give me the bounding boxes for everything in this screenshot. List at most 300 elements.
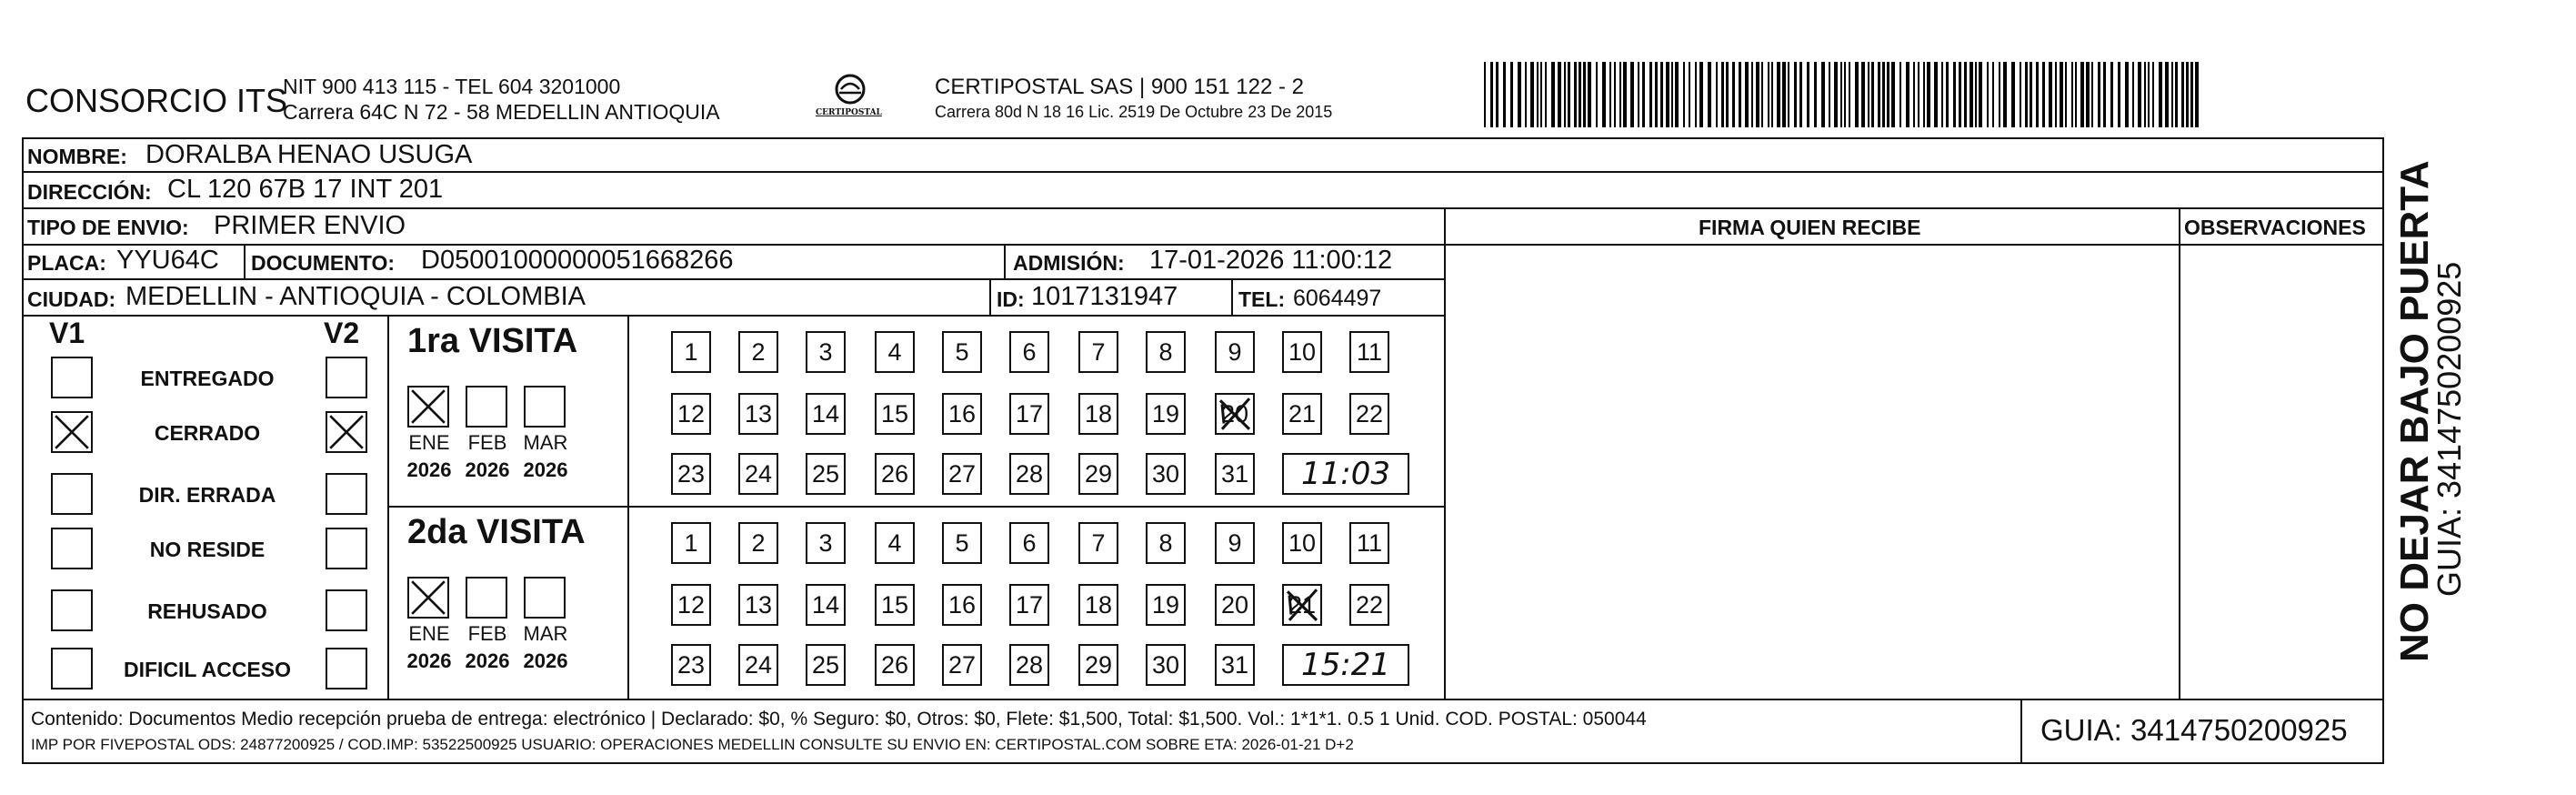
day-box[interactable] bbox=[1078, 393, 1118, 435]
barcode-bar bbox=[1891, 62, 1895, 127]
day-number: 11 bbox=[1356, 337, 1383, 366]
month-year: 2026 bbox=[406, 458, 452, 481]
day-number: 27 bbox=[947, 459, 977, 488]
day-number: 19 bbox=[1151, 590, 1180, 619]
barcode-bar bbox=[1751, 62, 1753, 127]
day-number: 18 bbox=[1084, 399, 1113, 428]
visit-title: 1ra VISITA bbox=[407, 322, 578, 360]
day-number: 11 bbox=[1356, 528, 1383, 557]
barcode-bar bbox=[1588, 62, 1591, 127]
day-box[interactable] bbox=[875, 453, 915, 495]
barcode-bar bbox=[2091, 62, 2093, 127]
barcode-bar bbox=[2071, 62, 2073, 127]
day-number: 26 bbox=[880, 459, 909, 488]
month-checkbox[interactable] bbox=[407, 386, 449, 428]
barcode-bar bbox=[1708, 62, 1711, 127]
barcode-bar bbox=[2030, 62, 2032, 127]
day-box[interactable] bbox=[738, 584, 778, 626]
admission-date: 17-01-2026 11:00:12 bbox=[1149, 246, 1393, 275]
v1-checkbox[interactable] bbox=[51, 528, 93, 569]
month-label: FEB bbox=[467, 431, 507, 454]
day-box[interactable] bbox=[806, 331, 846, 373]
x-mark-icon bbox=[409, 387, 447, 426]
barcode-bar bbox=[1761, 62, 1763, 127]
day-box[interactable] bbox=[806, 393, 846, 435]
barcode-bar bbox=[1855, 62, 1859, 127]
barcode-bar bbox=[2011, 62, 2015, 127]
month-label: MAR bbox=[523, 622, 568, 645]
barcode-bar bbox=[1979, 62, 1982, 127]
month-checkbox[interactable] bbox=[524, 577, 566, 619]
day-box[interactable] bbox=[1009, 453, 1049, 495]
barcode-bar bbox=[2152, 62, 2154, 127]
company-nit: NIT 900 413 115 - TEL 604 3201000 bbox=[283, 75, 621, 98]
id-number: 1017131947 bbox=[1031, 282, 1178, 311]
observations-area[interactable] bbox=[2182, 247, 2382, 697]
day-box[interactable] bbox=[1009, 522, 1049, 564]
day-box[interactable] bbox=[875, 331, 915, 373]
day-box[interactable] bbox=[942, 644, 982, 686]
day-number: 30 bbox=[1151, 459, 1180, 488]
recipient-name: DORALBA HENAO USUGA bbox=[145, 140, 473, 169]
day-number: 19 bbox=[1151, 399, 1180, 428]
day-box[interactable] bbox=[1078, 644, 1118, 686]
barcode-bar bbox=[1927, 62, 1930, 127]
day-box[interactable] bbox=[1282, 393, 1322, 435]
v2-checkbox[interactable] bbox=[326, 528, 367, 569]
barcode-bar bbox=[1695, 62, 1697, 127]
day-number: 25 bbox=[811, 459, 840, 488]
month-label: ENE bbox=[408, 622, 450, 645]
barcode-bar bbox=[2148, 62, 2150, 127]
day-number: 21 bbox=[1288, 399, 1317, 428]
barcode-bar bbox=[1739, 62, 1741, 127]
barcode-bar bbox=[1829, 62, 1830, 127]
barcode-bar bbox=[1726, 62, 1729, 127]
barcode-bar bbox=[1675, 62, 1679, 127]
day-box[interactable] bbox=[806, 644, 846, 686]
barcode-bar bbox=[1574, 62, 1577, 127]
guide-box: GUIA: 3414750200925 bbox=[2040, 713, 2348, 747]
day-box[interactable] bbox=[738, 393, 778, 435]
id-label: ID: bbox=[997, 287, 1025, 311]
day-number: 28 bbox=[1015, 650, 1044, 679]
day-box[interactable] bbox=[1215, 331, 1255, 373]
barcode-bar bbox=[1970, 62, 1973, 127]
day-box[interactable] bbox=[942, 331, 982, 373]
status-label: CERRADO bbox=[154, 421, 261, 445]
day-number: 31 bbox=[1220, 650, 1249, 679]
status-label: NO RESIDE bbox=[149, 538, 266, 561]
barcode-bar bbox=[1882, 62, 1885, 127]
barcode-bar bbox=[1918, 62, 1919, 127]
v1-checkbox[interactable] bbox=[51, 473, 93, 515]
day-number: 17 bbox=[1015, 590, 1044, 619]
day-box[interactable] bbox=[1282, 584, 1322, 626]
day-number: 3 bbox=[818, 528, 833, 557]
day-box[interactable] bbox=[671, 331, 711, 373]
day-box[interactable] bbox=[806, 522, 846, 564]
tel-label: TEL: bbox=[1238, 287, 1286, 311]
barcode-bar bbox=[1540, 62, 1542, 127]
barcode-bar bbox=[2060, 62, 2063, 127]
barcode-bar bbox=[2195, 62, 2199, 127]
day-number: 8 bbox=[1158, 528, 1173, 557]
barcode-bar bbox=[2086, 62, 2090, 127]
day-number: 18 bbox=[1084, 590, 1113, 619]
barcode-bar bbox=[1568, 62, 1570, 127]
status-label: REHUSADO bbox=[147, 599, 267, 623]
footer-content: Contenido: Documentos Medio recepción prueba de entrega: electrónico | Declarado: $0, % Seguro: $0, Otros: $0, Flete: $1,500, Total: $1,500. Vol.: 1*1*1. 0.5 1 Unid. COD. POSTAL: 050044 bbox=[31, 709, 1647, 730]
v1-checkbox[interactable] bbox=[51, 648, 93, 689]
day-number: 2 bbox=[751, 337, 766, 366]
certipostal-logo-icon bbox=[805, 71, 896, 126]
barcode-bar bbox=[2065, 62, 2067, 127]
barcode-bar bbox=[1638, 62, 1639, 127]
day-number: 23 bbox=[677, 459, 706, 488]
barcode-bar bbox=[2132, 62, 2134, 127]
day-box[interactable] bbox=[738, 331, 778, 373]
no-dejar-warning: NO DEJAR BAJO PUERTA bbox=[2392, 160, 2437, 662]
barcode-bar bbox=[1934, 62, 1938, 127]
v1-checkbox[interactable] bbox=[51, 357, 93, 398]
day-box[interactable] bbox=[671, 644, 711, 686]
day-box[interactable] bbox=[1215, 584, 1255, 626]
day-box[interactable] bbox=[738, 644, 778, 686]
barcode-bar bbox=[1788, 62, 1789, 127]
month-label: ENE bbox=[408, 431, 450, 454]
day-box[interactable] bbox=[1009, 331, 1049, 373]
barcode-bar bbox=[1840, 62, 1842, 127]
document-number: D05001000000051668266 bbox=[421, 246, 734, 275]
day-number: 28 bbox=[1015, 459, 1044, 488]
barcode-bar bbox=[2144, 62, 2146, 127]
day-number: 23 bbox=[677, 650, 706, 679]
day-box[interactable] bbox=[806, 453, 846, 495]
barcode-bar bbox=[2190, 62, 2193, 127]
v2-checkbox[interactable] bbox=[326, 473, 367, 515]
month-checkbox[interactable] bbox=[524, 386, 566, 428]
barcode-bar bbox=[2080, 62, 2084, 127]
day-box[interactable] bbox=[1078, 522, 1118, 564]
barcode-bar bbox=[1503, 62, 1506, 127]
plate: YYU64C bbox=[116, 246, 219, 275]
barcode-bar bbox=[1666, 62, 1669, 127]
day-box[interactable] bbox=[1215, 393, 1255, 435]
x-mark-icon bbox=[327, 413, 366, 451]
x-mark-icon bbox=[1217, 395, 1253, 433]
month-checkbox[interactable] bbox=[407, 577, 449, 619]
day-number: 10 bbox=[1288, 337, 1317, 366]
day-number: 12 bbox=[677, 399, 706, 428]
day-number: 14 bbox=[811, 399, 840, 428]
day-box[interactable] bbox=[1078, 331, 1118, 373]
barcode-bar bbox=[1649, 62, 1652, 127]
barcode-bar bbox=[1699, 62, 1703, 127]
day-number: 27 bbox=[947, 650, 977, 679]
barcode-bar bbox=[1999, 62, 2000, 127]
barcode-bar bbox=[1946, 62, 1949, 127]
day-box[interactable] bbox=[1009, 584, 1049, 626]
day-number: 1 bbox=[684, 528, 698, 557]
barcode-bar bbox=[1671, 62, 1673, 127]
day-number: 4 bbox=[887, 528, 902, 557]
barcode-bar bbox=[2110, 62, 2113, 127]
shipping-type-label: TIPO DE ENVIO: bbox=[27, 216, 189, 239]
barcode-bar bbox=[1558, 62, 1561, 127]
day-box[interactable] bbox=[1009, 644, 1049, 686]
tel-number: 6064497 bbox=[1293, 286, 1382, 311]
barcode-bar bbox=[1923, 62, 1925, 127]
city: MEDELLIN - ANTIOQUIA - COLOMBIA bbox=[125, 282, 586, 311]
barcode-bar bbox=[2055, 62, 2057, 127]
barcode-bar bbox=[1484, 62, 1486, 127]
v2-checkbox[interactable] bbox=[326, 357, 367, 398]
barcode-bar bbox=[1609, 62, 1611, 127]
day-box[interactable] bbox=[1146, 331, 1186, 373]
barcode-bar bbox=[1992, 62, 1994, 127]
company-name: CONSORCIO ITS bbox=[25, 82, 288, 119]
day-number: 24 bbox=[744, 650, 773, 679]
day-box[interactable] bbox=[1215, 453, 1255, 495]
day-number: 12 bbox=[677, 590, 706, 619]
day-number: 4 bbox=[887, 337, 902, 366]
day-number: 16 bbox=[947, 399, 977, 428]
barcode-bar bbox=[2125, 62, 2129, 127]
address-label: DIRECCIÓN: bbox=[27, 180, 152, 204]
day-number: 13 bbox=[744, 399, 773, 428]
v2-checkbox[interactable] bbox=[326, 648, 367, 689]
barcode-bar bbox=[1887, 62, 1889, 127]
barcode-bar bbox=[1768, 62, 1769, 127]
barcode-bar bbox=[1614, 62, 1616, 127]
day-box[interactable] bbox=[1078, 453, 1118, 495]
day-box[interactable] bbox=[1282, 331, 1322, 373]
barcode-bar bbox=[2025, 62, 2028, 127]
day-box[interactable] bbox=[875, 584, 915, 626]
day-box[interactable] bbox=[671, 584, 711, 626]
day-box[interactable] bbox=[942, 453, 982, 495]
barcode-bar bbox=[1987, 62, 1989, 127]
footer-imp: IMP POR FIVEPOSTAL ODS: 24877200925 / COD.IMP: 53522500925 USUARIO: OPERACIONES MEDELLIN CONSULTE SU ENVIO EN: CERTIPOSTAL.COM SOBRE ETA: 2026-01-21 D+2 bbox=[31, 736, 1354, 753]
barcode-bar bbox=[2175, 62, 2178, 127]
x-mark-icon bbox=[409, 579, 447, 617]
certipostal-logo bbox=[805, 71, 896, 126]
barcode-bar bbox=[2098, 62, 2100, 127]
plate-label: PLACA: bbox=[27, 251, 106, 275]
day-number: 22 bbox=[1355, 590, 1384, 619]
barcode-bar bbox=[2049, 62, 2052, 127]
month-checkbox[interactable] bbox=[466, 386, 507, 428]
day-number: 13 bbox=[744, 590, 773, 619]
barcode-bar bbox=[1975, 62, 1977, 127]
barcode-bar bbox=[1518, 62, 1521, 127]
day-number: 5 bbox=[955, 337, 969, 366]
barcode-bar bbox=[1821, 62, 1825, 127]
v1-checkbox[interactable] bbox=[51, 411, 93, 453]
day-box[interactable] bbox=[1349, 331, 1389, 373]
barcode-bar bbox=[2171, 62, 2173, 127]
day-number: 7 bbox=[1091, 528, 1106, 557]
side-guide: GUIA: 3414750200925 bbox=[2431, 261, 2468, 597]
barcode-bar bbox=[2165, 62, 2169, 127]
day-box[interactable] bbox=[738, 522, 778, 564]
day-number: 29 bbox=[1084, 459, 1113, 488]
day-number: 21 bbox=[1288, 590, 1317, 619]
barcode-bar bbox=[1551, 62, 1555, 127]
barcode-bar bbox=[2003, 62, 2007, 127]
day-number: 31 bbox=[1220, 459, 1249, 488]
visit-time[interactable]: 15:21 bbox=[1282, 644, 1409, 686]
barcode-bar bbox=[1490, 62, 1493, 127]
barcode-bar bbox=[1913, 62, 1915, 127]
signature-header: FIRMA QUIEN RECIBE bbox=[1699, 216, 1921, 239]
barcode-bar bbox=[1871, 62, 1874, 127]
day-number: 6 bbox=[1022, 528, 1037, 557]
day-number: 22 bbox=[1355, 399, 1384, 428]
day-box[interactable] bbox=[1146, 393, 1186, 435]
month-year: 2026 bbox=[406, 649, 452, 672]
day-number: 24 bbox=[744, 459, 773, 488]
barcode-bar bbox=[2118, 62, 2120, 127]
admission-label: ADMISIÓN: bbox=[1013, 251, 1125, 275]
barcode-bar bbox=[2075, 62, 2077, 127]
barcode-bar bbox=[1844, 62, 1846, 127]
barcode-bar bbox=[1530, 62, 1534, 127]
barcode-bar bbox=[1814, 62, 1817, 127]
month-year: 2026 bbox=[465, 649, 510, 672]
barcode-bar bbox=[1564, 62, 1566, 127]
v1-checkbox[interactable] bbox=[51, 589, 93, 631]
v2-label: V2 bbox=[324, 317, 360, 349]
barcode-bar bbox=[1878, 62, 1880, 127]
document-label: DOCUMENTO: bbox=[251, 251, 396, 275]
day-number: 8 bbox=[1158, 337, 1173, 366]
name-label: NOMBRE: bbox=[27, 145, 127, 168]
day-box[interactable] bbox=[875, 522, 915, 564]
day-box[interactable] bbox=[1215, 644, 1255, 686]
day-box[interactable] bbox=[1349, 522, 1389, 564]
day-box[interactable] bbox=[1009, 393, 1049, 435]
barcode-bar bbox=[1619, 62, 1621, 127]
day-box[interactable] bbox=[738, 453, 778, 495]
day-number: 30 bbox=[1151, 650, 1180, 679]
day-box[interactable] bbox=[1349, 584, 1389, 626]
barcode-bar bbox=[2186, 62, 2189, 127]
barcode-bar bbox=[1510, 62, 1513, 127]
city-label: CIUDAD: bbox=[27, 287, 116, 311]
day-box[interactable] bbox=[1146, 453, 1186, 495]
day-box[interactable] bbox=[1146, 644, 1186, 686]
x-mark-icon bbox=[53, 413, 91, 451]
status-label: DIFICIL ACCESO bbox=[123, 658, 291, 681]
status-label: DIR. ERRADA bbox=[138, 483, 276, 507]
month-label: MAR bbox=[523, 431, 568, 454]
shipping-type: PRIMER ENVIO bbox=[214, 211, 406, 240]
barcode-bar bbox=[1655, 62, 1658, 127]
barcode-bar bbox=[1716, 62, 1718, 127]
day-number: 15 bbox=[880, 399, 909, 428]
day-box[interactable] bbox=[671, 453, 711, 495]
status-label: ENTREGADO bbox=[140, 367, 275, 390]
day-box[interactable] bbox=[1282, 522, 1322, 564]
logo-wordmark: CERTIPOSTAL bbox=[816, 108, 882, 117]
month-year: 2026 bbox=[465, 458, 510, 481]
barcode-bar bbox=[1642, 62, 1645, 127]
barcode-bar bbox=[2042, 62, 2045, 127]
barcode-bar bbox=[1794, 62, 1797, 127]
day-number: 20 bbox=[1220, 590, 1249, 619]
day-box[interactable] bbox=[942, 522, 982, 564]
day-number: 25 bbox=[811, 650, 840, 679]
barcode-bar bbox=[1964, 62, 1967, 127]
day-number: 9 bbox=[1228, 528, 1242, 557]
company-address: Carrera 64C N 72 - 58 MEDELLIN ANTIOQUIA bbox=[283, 100, 720, 124]
day-number: 6 bbox=[1022, 337, 1037, 366]
visit-time[interactable]: 11:03 bbox=[1282, 453, 1409, 495]
day-number: 7 bbox=[1091, 337, 1106, 366]
day-number: 10 bbox=[1288, 528, 1317, 557]
barcode-bar bbox=[1683, 62, 1685, 127]
day-number: 9 bbox=[1228, 337, 1242, 366]
day-number: 26 bbox=[880, 650, 909, 679]
barcode-bar bbox=[2036, 62, 2039, 127]
barcode-bar bbox=[1579, 62, 1581, 127]
day-box[interactable] bbox=[671, 393, 711, 435]
v2-checkbox[interactable] bbox=[326, 411, 367, 453]
barcode-bar bbox=[2181, 62, 2184, 127]
day-box[interactable] bbox=[1078, 584, 1118, 626]
barcode-bar bbox=[1953, 62, 1956, 127]
observations-header: OBSERVACIONES bbox=[2184, 216, 2366, 239]
day-number: 3 bbox=[818, 337, 833, 366]
day-box[interactable] bbox=[1146, 522, 1186, 564]
v2-checkbox[interactable] bbox=[326, 589, 367, 631]
month-checkbox[interactable] bbox=[466, 577, 507, 619]
barcode-bar bbox=[1959, 62, 1961, 127]
barcode-bar bbox=[1771, 62, 1773, 127]
barcode-bar bbox=[1660, 62, 1663, 127]
barcode bbox=[1484, 62, 2202, 127]
month-year: 2026 bbox=[523, 458, 568, 481]
x-mark-icon bbox=[1284, 586, 1320, 624]
v1-label: V1 bbox=[49, 317, 85, 349]
day-box[interactable] bbox=[1146, 584, 1186, 626]
signature-area[interactable] bbox=[1448, 247, 2175, 697]
barcode-bar bbox=[1756, 62, 1759, 127]
barcode-bar bbox=[1583, 62, 1586, 127]
day-box[interactable] bbox=[942, 393, 982, 435]
barcode-bar bbox=[1782, 62, 1786, 127]
day-box[interactable] bbox=[671, 522, 711, 564]
day-box[interactable] bbox=[1349, 393, 1389, 435]
visit-title: 2da VISITA bbox=[407, 513, 586, 551]
month-year: 2026 bbox=[523, 649, 568, 672]
day-box[interactable] bbox=[875, 644, 915, 686]
day-box[interactable] bbox=[942, 584, 982, 626]
day-number: 1 bbox=[684, 337, 698, 366]
day-box[interactable] bbox=[806, 584, 846, 626]
day-box[interactable] bbox=[875, 393, 915, 435]
barcode-bar bbox=[2159, 62, 2162, 127]
carrier-license: Carrera 80d N 18 16 Lic. 2519 De Octubre 23 De 2015 bbox=[935, 103, 1333, 121]
recipient-address: CL 120 67B 17 INT 201 bbox=[167, 175, 444, 204]
day-box[interactable] bbox=[1215, 522, 1255, 564]
barcode-bar bbox=[1849, 62, 1850, 127]
day-number: 5 bbox=[955, 528, 969, 557]
barcode-bar bbox=[1630, 62, 1634, 127]
barcode-bar bbox=[1545, 62, 1547, 127]
